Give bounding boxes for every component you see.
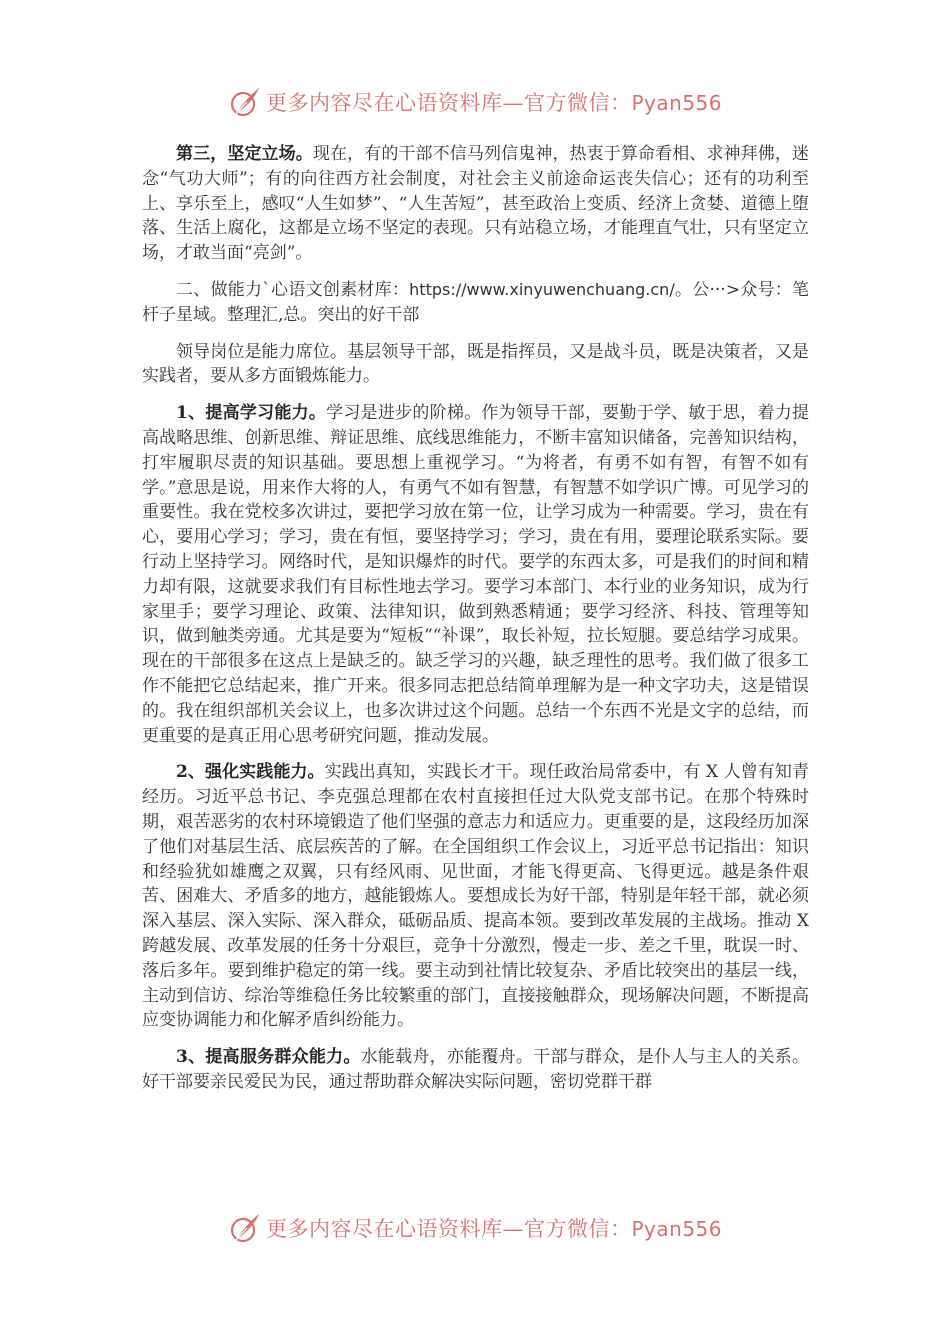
quill-pen-icon bbox=[228, 1211, 262, 1245]
document-body bbox=[142, 142, 809, 1107]
watermark-banner-bottom bbox=[0, 1208, 950, 1248]
watermark-brand-text: 更多内容尽在心语资料库—官方微信： bbox=[265, 91, 632, 115]
paragraph-text: 实践出真知，实践长才干。现任政治局常委中，有 X 人曾有知青经历。习近平总书记、李克强总理都在农村直接担任过大队党支部书记。在那个特殊时期，艰苦恶劣的农村环境锻造了他们坚强的意志力和适应力。更重要的是，这段经历加深了他们对基层生活、底层疾苦的了解。在全国组织工作会议上，习近平总书记指出：知识和经验犹如雄鹰之双翼，只有经风雨、见世面，才能飞得更高、飞得更远。越是条件艰苦、困难大、矛盾多的地方，越能锻炼人。要想成长为好干部，特别是年轻干部，就必须深入基层、深入实际、深入群众，砥砺品质、提高本领。要到改革发展的主战场。推动 X 跨越发展、改革发展的任务十分艰巨，竞争十分激烈，慢走一步、差之千里，耽误一时、落后多年。要到维护稳定的第一线。要主动到社情比较复杂、矛盾比较突出的基层一线，主动到信访、综治等维稳任务比较繁重的部门，直接接触群众，现场解决问题，不断提高应变协调能力和化解矛盾纠纷能力。 bbox=[142, 762, 809, 1031]
watermark-banner-top bbox=[0, 82, 950, 122]
paragraph-text: 学习是进步的阶梯。作为领导干部，要勤于学、敏于思，着力提高战略思维、创新思维、辩证思维、底线思维能力，不断丰富知识储备，完善知识结构，打牢履职尽责的知识基础。要思想上重视学习。“为将者，有勇不如有智，有智不如有学。”意思是说，用来作大将的人，有勇气不如有智慧，有智慧不如学识广博。可见学习的重要性。我在党校多次讲过，要把学习放在第一位，让学习成为一种需要。学习，贵在有心，要用心学习；学习，贵在有恒，要坚持学习；学习，贵在有用，要理论联系实际。要行动上坚持学习。网络时代，是知识爆炸的时代。要学的东西太多，可是我们的时间和精力却有限，这就要求我们有目标性地去学习。要学习本部门、本行业的业务知识，成为行家里手；要学习理论、政策、法律知识，做到熟悉精通；要学习经济、科技、管理等知识，做到触类旁通。尤其是要为“短板”“补课”，取长补短，拉长短腿。要总结学习成果。现在的干部很多在这点上是缺乏的。缺乏学习的兴趣，缺乏理性的思考。我们做了很多工作不能把它总结起来，推广开来。很多同志把总结简单理解为是一种文字功夫，这是错误的。我在组织部机关会议上，也多次讲过这个问题。总结一个东西不光是文字的总结，而更重要的是真正用心思考研究问题，推动发展。 bbox=[142, 403, 809, 746]
paragraph-service bbox=[142, 1045, 809, 1095]
paragraph-section-heading bbox=[142, 278, 809, 328]
paragraph-learning bbox=[142, 401, 809, 748]
source-url: https://www.xinyuwenchuang.cn/ bbox=[409, 279, 675, 299]
paragraph-text: 。公···>众号：笔杆子星域。整理汇,总。突出的好干部 bbox=[142, 279, 809, 325]
watermark-account: Pyan556 bbox=[631, 1217, 722, 1241]
paragraph-lead: 第三，坚定立场。 bbox=[176, 144, 313, 164]
paragraph-lead: 2、强化实践能力。 bbox=[176, 762, 325, 783]
quill-pen-icon bbox=[228, 85, 262, 119]
paragraph-practice bbox=[142, 760, 809, 1033]
paragraph-text: 领导岗位是能力席位。基层领导干部，既是指挥员，又是战斗员，既是决策者，又是实践者，要从多方面锻炼能力。 bbox=[142, 341, 809, 387]
paragraph-text: 二、做能力`心语文创素材库： bbox=[176, 279, 410, 300]
paragraph-stance bbox=[142, 142, 809, 266]
paragraph-lead: 1、提高学习能力。 bbox=[176, 403, 327, 424]
watermark-brand-text: 更多内容尽在心语资料库—官方微信： bbox=[265, 1217, 632, 1241]
paragraph-intro bbox=[142, 340, 809, 390]
paragraph-lead: 3、提高服务群众能力。 bbox=[176, 1047, 361, 1068]
paragraph-text: 现在，有的干部不信马列信鬼神，热衷于算命看相、求神拜佛，迷念“气功大师”；有的向往西方社会制度，对社会主义前途命运丧失信心；还有的功利至上、享乐至上，感叹“人生如梦”、“人生苦短”，甚至政治上变质、经济上贪婪、道德上堕落、生活上腐化，这都是立场不坚定的表现。只有站稳立场，才能理直气壮，只有坚定立场，才敢当面“亮剑”。 bbox=[142, 144, 810, 264]
paragraph-text: 水能载舟，亦能覆舟。干部与群众，是仆人与主人的关系。好干部要亲民爱民为民，通过帮助群众解决实际问题，密切党群干群 bbox=[142, 1047, 809, 1092]
watermark-account: Pyan556 bbox=[631, 91, 722, 115]
